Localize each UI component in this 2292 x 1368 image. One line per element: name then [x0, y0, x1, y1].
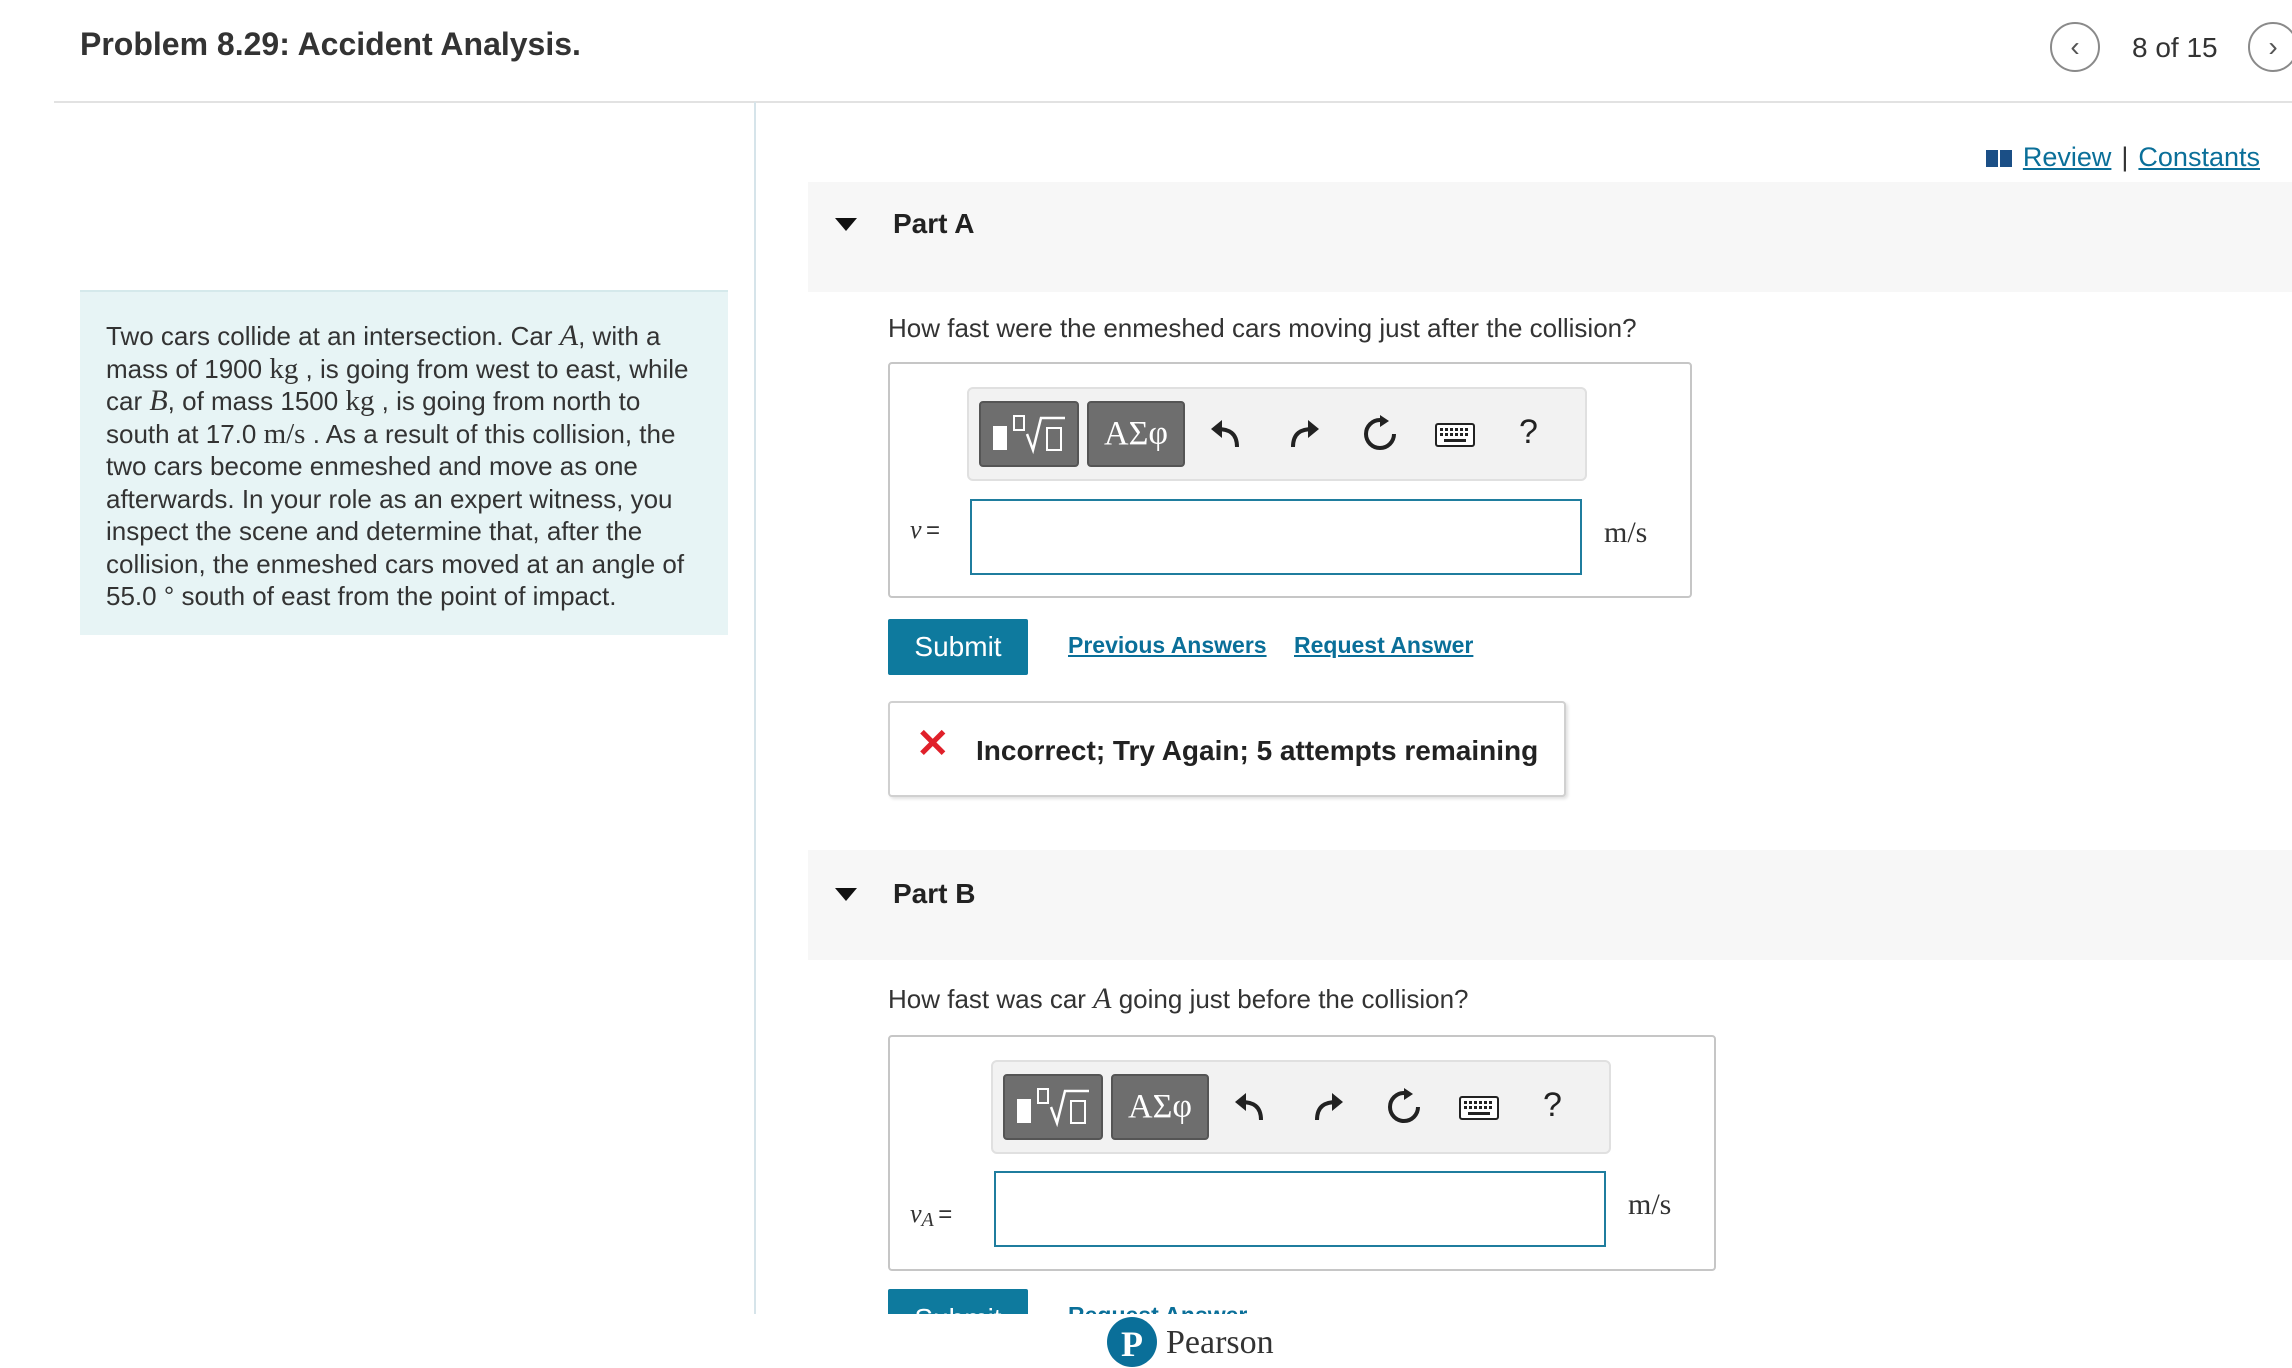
- book-icon: [1985, 148, 2013, 168]
- part-a-request-answer-link[interactable]: Request Answer: [1294, 632, 1474, 658]
- part-a-label: Part A: [893, 208, 975, 239]
- statement-text: , with a mass of 1900: [106, 321, 661, 384]
- radical-template-icon: [989, 412, 1069, 456]
- equals-sign: =: [938, 1201, 953, 1228]
- statement-text: . As a result of this collision, the two cars become enmeshed and move as one afterwards. In your role as an expert witness, you inspect the scene and determine that, after the collision, the enmeshed cars moved at an angle of 55.0 ° south of east from the point of impact.: [106, 418, 685, 611]
- math-toolbar: [967, 387, 1587, 481]
- part-a-unit: m/s: [1604, 516, 1648, 549]
- greek-symbols-button[interactable]: ΑΣφ: [1111, 1074, 1209, 1140]
- reset-icon[interactable]: [1385, 1088, 1423, 1126]
- link-separator: |: [2121, 142, 2129, 172]
- pearson-wordmark: Pearson: [1166, 1324, 1274, 1361]
- pearson-logo: [1106, 1316, 1274, 1368]
- header-divider: [54, 101, 2292, 103]
- statement-text: Two cars collide at an intersection. Car: [106, 321, 560, 351]
- part-b-answer-box: [888, 1035, 1716, 1271]
- chevron-right-icon: ›: [2268, 31, 2278, 62]
- redo-icon[interactable]: [1311, 1090, 1345, 1124]
- question-text: How fast was car: [888, 984, 1094, 1014]
- previous-problem-button[interactable]: [2050, 22, 2100, 72]
- greek-symbols-button[interactable]: ΑΣφ: [1087, 401, 1185, 467]
- equals-sign: =: [926, 517, 941, 544]
- redo-icon[interactable]: [1287, 417, 1321, 451]
- template-button[interactable]: [1003, 1074, 1103, 1140]
- statement-text: , is going from north to south at 17.0: [106, 386, 641, 449]
- help-button[interactable]: ?: [1543, 1086, 1562, 1124]
- review-link[interactable]: Review: [2022, 142, 2112, 172]
- part-b-question: [888, 982, 1469, 1016]
- part-b-variable-label: [910, 1199, 952, 1232]
- part-b-label: Part B: [893, 878, 976, 909]
- statement-text: , is going from west to east, while car: [106, 353, 689, 416]
- collapse-triangle-icon[interactable]: [835, 218, 857, 231]
- math-var-a: A: [1093, 982, 1112, 1015]
- math-unit-kg: kg: [345, 385, 375, 417]
- constants-link[interactable]: Constants: [2138, 142, 2260, 172]
- incorrect-x-icon: ✕: [916, 722, 950, 766]
- pearson-logo-icon: [1106, 1316, 1158, 1368]
- part-a-question: How fast were the enmeshed cars moving just after the collision?: [888, 313, 1637, 343]
- part-a-submit-button[interactable]: Submit: [888, 619, 1028, 675]
- part-a-answer-input[interactable]: [970, 499, 1582, 575]
- help-button[interactable]: ?: [1519, 413, 1538, 451]
- math-unit-kg: kg: [269, 352, 299, 385]
- variable-v: v: [910, 1199, 922, 1228]
- math-toolbar: [991, 1060, 1611, 1154]
- feedback-message: [888, 701, 1566, 797]
- chevron-left-icon: ‹: [2070, 31, 2080, 62]
- previous-answers-link[interactable]: Previous Answers: [1068, 632, 1267, 658]
- column-divider: [754, 102, 756, 1314]
- page-title: Problem 8.29: Accident Analysis.: [80, 26, 581, 62]
- part-b-unit: m/s: [1628, 1188, 1672, 1221]
- radical-template-icon: [1013, 1085, 1093, 1129]
- question-text: going just before the collision?: [1111, 984, 1469, 1014]
- variable-subscript: A: [921, 1209, 934, 1232]
- reset-icon[interactable]: [1361, 415, 1399, 453]
- template-button[interactable]: [979, 401, 1079, 467]
- review-constants-links: [1985, 142, 2260, 173]
- part-a-answer-box: [888, 362, 1692, 598]
- part-a-header[interactable]: [808, 182, 2292, 292]
- part-b-header[interactable]: [808, 850, 2292, 960]
- problem-pager: 8 of 15: [2132, 32, 2218, 63]
- math-var-b: B: [149, 384, 168, 417]
- next-problem-button[interactable]: [2248, 22, 2292, 72]
- part-a-variable-label: [910, 515, 940, 545]
- svg-text:P: P: [1121, 1324, 1143, 1364]
- statement-text: , of mass 1500: [167, 386, 346, 416]
- keyboard-icon[interactable]: [1435, 423, 1475, 447]
- content-fade: [756, 1314, 2292, 1348]
- feedback-text: Incorrect; Try Again; 5 attempts remaining: [976, 735, 1539, 766]
- keyboard-icon[interactable]: [1459, 1096, 1499, 1120]
- variable-v: v: [910, 515, 922, 544]
- part-b-answer-input[interactable]: [994, 1171, 1606, 1247]
- math-var-a: A: [559, 319, 579, 352]
- math-unit-ms: m/s: [263, 417, 306, 450]
- collapse-triangle-icon[interactable]: [835, 888, 857, 901]
- problem-statement: [80, 290, 728, 635]
- undo-icon[interactable]: [1233, 1090, 1267, 1124]
- undo-icon[interactable]: [1209, 417, 1243, 451]
